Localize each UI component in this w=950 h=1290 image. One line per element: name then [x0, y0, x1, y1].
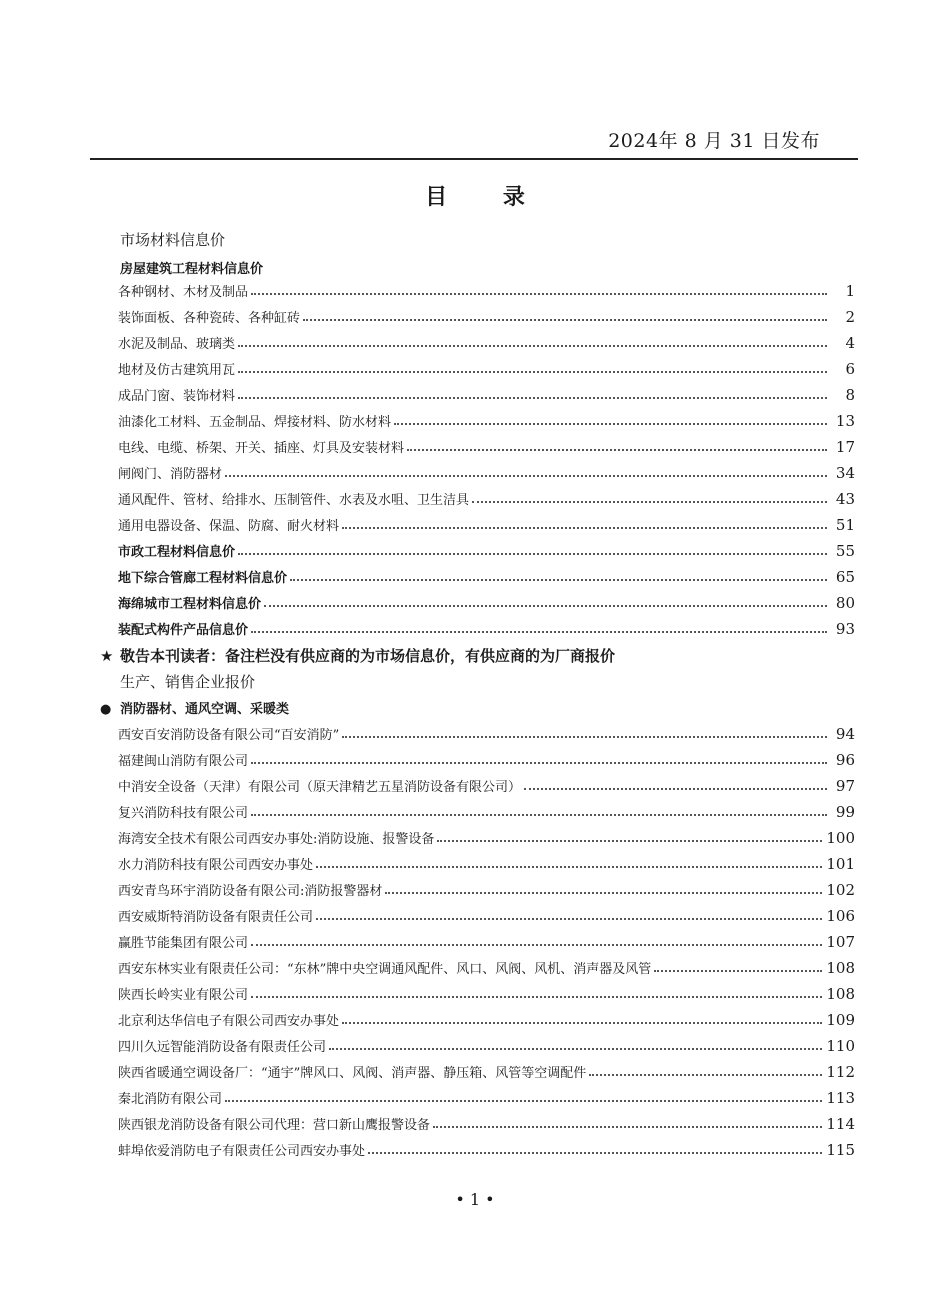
toc-entry-title: 西安百安消防设备有限公司“百安消防” — [118, 728, 340, 743]
subsection-label: 消防器材、通风空调、采暖类 — [120, 702, 290, 717]
dot-leader — [394, 423, 827, 425]
toc-entry-title: 通用电器设备、保温、防腐、耐火材料 — [118, 519, 340, 534]
toc-entry-page: 108 — [826, 985, 855, 1003]
header-rule — [90, 158, 858, 160]
toc-entry-title: 成品门窗、装饰材料 — [118, 389, 236, 404]
dot-leader — [342, 736, 827, 738]
toc-entry[interactable] — [118, 1009, 855, 1029]
toc-entry-page: 13 — [835, 412, 855, 430]
toc-entry-title: 赢胜节能集团有限公司 — [118, 936, 249, 951]
toc-entry[interactable] — [118, 931, 855, 951]
toc-entry[interactable] — [118, 488, 855, 508]
toc-entry-title: 海绵城市工程材料信息价 — [118, 597, 262, 612]
toc-entry[interactable] — [118, 1087, 855, 1107]
dot-leader — [225, 1100, 822, 1102]
dot-leader — [251, 996, 822, 998]
toc-entry-page: 115 — [826, 1141, 855, 1159]
dot-leader — [238, 371, 827, 373]
dot-leader — [303, 319, 827, 321]
toc-entry[interactable] — [118, 775, 855, 795]
toc-entry[interactable] — [118, 1139, 855, 1159]
toc-entry[interactable] — [118, 462, 855, 482]
toc-entry[interactable] — [118, 384, 855, 404]
toc-entry-page: 34 — [835, 464, 855, 482]
toc-entry-page: 2 — [845, 308, 855, 326]
publish-date: 2024年 8 月 31 日发布 — [608, 130, 820, 152]
toc-entry-title: 地下综合管廊工程材料信息价 — [118, 571, 288, 586]
star-icon: ★ — [100, 647, 114, 665]
toc-entry[interactable] — [118, 1061, 855, 1081]
reader-notice — [100, 645, 615, 666]
toc-entry-title: 通风配件、管材、给排水、压制管件、水表及水咀、卫生洁具 — [118, 493, 470, 508]
toc-entry-page: 102 — [826, 881, 855, 899]
subsection-heading-fire-hvac — [100, 698, 289, 717]
toc-entry-title: 四川久远智能消防设备有限责任公司 — [118, 1040, 327, 1055]
toc-entry-title: 蚌埠依爱消防电子有限责任公司西安办事处 — [118, 1144, 366, 1159]
toc-entry-title: 西安威斯特消防设备有限责任公司 — [118, 910, 314, 925]
section-heading-market-prices: 市场材料信息价 — [120, 231, 226, 249]
toc-entry[interactable] — [118, 827, 855, 847]
toc-entry-page: 110 — [826, 1037, 855, 1055]
toc-entry-page: 108 — [826, 959, 855, 977]
toc-entry-title: 复兴消防科技有限公司 — [118, 806, 249, 821]
toc-entry-title: 陕西银龙消防设备有限公司代理：营口新山鹰报警设备 — [118, 1118, 431, 1133]
toc-entry-page: 17 — [835, 438, 855, 456]
bullet-icon: ● — [100, 702, 112, 717]
toc-entry-page: 4 — [845, 334, 855, 352]
dot-leader — [589, 1074, 822, 1076]
toc-entry[interactable] — [118, 592, 855, 612]
toc-entry-page: 93 — [835, 620, 855, 638]
toc-entry-title: 水泥及制品、玻璃类 — [118, 337, 236, 352]
subsection-heading-building-materials: 房屋建筑工程材料信息价 — [120, 262, 264, 277]
toc-entry[interactable] — [118, 618, 855, 638]
toc-entry[interactable] — [118, 853, 855, 873]
dot-leader — [238, 553, 827, 555]
section-heading-vendor-quotes: 生产、销售企业报价 — [120, 673, 256, 691]
toc-entry-title: 地材及仿古建筑用瓦 — [118, 363, 236, 378]
toc-entry-page: 8 — [845, 386, 855, 404]
toc-entry[interactable] — [118, 957, 855, 977]
toc-entry-page: 100 — [826, 829, 855, 847]
dot-leader — [385, 892, 822, 894]
toc-entry-page: 96 — [835, 751, 855, 769]
toc-entry[interactable] — [118, 358, 855, 378]
toc-entry[interactable] — [118, 540, 855, 560]
toc-entry-page: 80 — [835, 594, 855, 612]
toc-entry-page: 101 — [826, 855, 855, 873]
dot-leader — [290, 579, 827, 581]
toc-title: 目 录 — [425, 185, 549, 210]
toc-entry-title: 市政工程材料信息价 — [118, 545, 236, 560]
toc-entry[interactable] — [118, 1113, 855, 1133]
dot-leader — [342, 527, 827, 529]
toc-entry[interactable] — [118, 723, 855, 743]
dot-leader — [368, 1152, 822, 1154]
toc-entry-title: 装配式构件产品信息价 — [118, 623, 249, 638]
dot-leader — [329, 1048, 822, 1050]
dot-leader — [433, 1126, 822, 1128]
dot-leader — [238, 345, 827, 347]
dot-leader — [251, 762, 827, 764]
dot-leader — [251, 814, 827, 816]
toc-entry-title: 各种钢材、木材及制品 — [118, 285, 249, 300]
toc-entry-page: 43 — [835, 490, 855, 508]
toc-entry-title: 秦北消防有限公司 — [118, 1092, 223, 1107]
toc-entry-page: 51 — [835, 516, 855, 534]
toc-entry[interactable] — [118, 332, 855, 352]
toc-entry-title: 福建闽山消防有限公司 — [118, 754, 249, 769]
notice-text: 敬告本刊读者：备注栏没有供应商的为市场信息价，有供应商的为厂商报价 — [120, 647, 616, 665]
toc-entry-title: 北京利达华信电子有限公司西安办事处 — [118, 1014, 340, 1029]
toc-entry[interactable] — [118, 749, 855, 769]
toc-entry-page: 97 — [835, 777, 855, 795]
toc-entry-page: 94 — [835, 725, 855, 743]
toc-entry-page: 112 — [826, 1063, 855, 1081]
toc-entry-page: 106 — [826, 907, 855, 925]
toc-entry-page: 113 — [826, 1089, 855, 1107]
toc-entry[interactable] — [118, 280, 855, 300]
toc-entry[interactable] — [118, 983, 855, 1003]
toc-entry-title: 陕西省暖通空调设备厂：“通宇”牌风口、风阀、消声器、静压箱、风管等空调配件 — [118, 1066, 587, 1081]
toc-entry-title: 陕西长岭实业有限公司 — [118, 988, 249, 1003]
dot-leader — [437, 840, 822, 842]
toc-entry[interactable] — [118, 801, 855, 821]
toc-entry-page: 55 — [835, 542, 855, 560]
page-number: • 1 • — [455, 1190, 495, 1209]
toc-entry[interactable] — [118, 879, 855, 899]
toc-entry[interactable] — [118, 1035, 855, 1055]
toc-entry-title: 闸阀门、消防器材 — [118, 467, 223, 482]
dot-leader — [251, 944, 822, 946]
dot-leader — [238, 397, 827, 399]
toc-entry[interactable] — [118, 566, 855, 586]
toc-entry-page: 6 — [845, 360, 855, 378]
toc-entry-page: 109 — [826, 1011, 855, 1029]
toc-entry-title: 装饰面板、各种瓷砖、各种缸砖 — [118, 311, 301, 326]
toc-entry[interactable] — [118, 436, 855, 456]
dot-leader — [264, 605, 827, 607]
toc-entry-page: 114 — [826, 1115, 855, 1133]
dot-leader — [251, 293, 827, 295]
dot-leader — [472, 501, 827, 503]
toc-entry-title: 水力消防科技有限公司西安办事处 — [118, 858, 314, 873]
toc-entry-title: 电线、电缆、桥架、开关、插座、灯具及安装材料 — [118, 441, 405, 456]
toc-entry-page: 99 — [835, 803, 855, 821]
dot-leader — [524, 788, 827, 790]
dot-leader — [316, 918, 822, 920]
toc-entry-title: 西安东林实业有限责任公司：“东林”牌中央空调通风配件、风口、风阀、风机、消声器及风管 — [118, 962, 652, 977]
toc-entry[interactable] — [118, 905, 855, 925]
toc-entry-page: 107 — [826, 933, 855, 951]
toc-entry-title: 中消安全设备（天津）有限公司（原天津精艺五星消防设备有限公司） — [118, 780, 522, 795]
toc-entry[interactable] — [118, 306, 855, 326]
dot-leader — [654, 970, 822, 972]
toc-entry-title: 油漆化工材料、五金制品、焊接材料、防水材料 — [118, 415, 392, 430]
toc-entry-page: 65 — [835, 568, 855, 586]
dot-leader — [251, 631, 827, 633]
toc-entry[interactable] — [118, 514, 855, 534]
toc-entry-title: 西安青鸟环宇消防设备有限公司:消防报警器材 — [118, 884, 383, 899]
toc-entry[interactable] — [118, 410, 855, 430]
dot-leader — [316, 866, 822, 868]
toc-entry-title: 海湾安全技术有限公司西安办事处:消防设施、报警设备 — [118, 832, 435, 847]
dot-leader — [407, 449, 827, 451]
dot-leader — [342, 1022, 822, 1024]
toc-entry-page: 1 — [845, 282, 855, 300]
dot-leader — [225, 475, 827, 477]
